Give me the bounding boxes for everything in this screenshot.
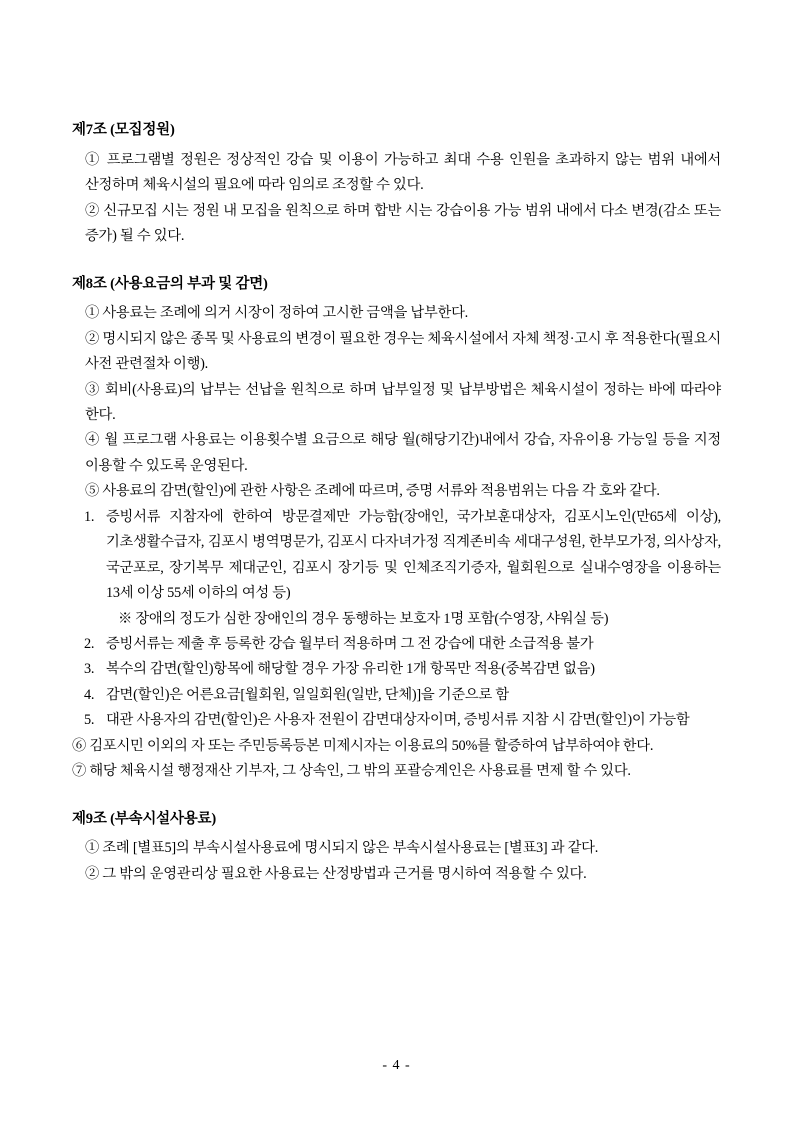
list-item-text: 증빙서류는 제출 후 등록한 강습 월부터 적용하며 그 전 강습에 대한 소급적용 불가 (106, 635, 594, 652)
list-item-text: 복수의 감면(할인)항목에 해당할 경우 가장 유리한 1개 항목만 적용(중복감면 없음) (106, 661, 595, 678)
article-section-9 (72, 809, 721, 888)
list-item-marker: 2. (84, 635, 95, 652)
list-item (72, 708, 721, 733)
page-number: - 4 - (382, 1058, 411, 1073)
list-item (72, 505, 721, 607)
list-item-note (72, 607, 721, 632)
article-heading-8: 제8조 (사용요금의 부과 및 감면) (72, 275, 268, 292)
article-8-paragraph-4: ④ 월 프로그램 사용료는 이용횟수별 요금으로 해당 월(해당기간)내에서 강습, 자유이용 가능일 등을 지정 이용할 수 있도록 운영된다. (85, 432, 721, 474)
list-item (72, 657, 721, 682)
article-section-8 (72, 274, 721, 785)
list-item-text: 대관 사용자의 감면(할인)은 사용자 전원이 감면대상자이며, 증빙서류 지참 시 감면(할인)이 가능함 (106, 712, 690, 729)
article-8-paragraph-5: ⑤ 사용료의 감면(할인)에 관한 사항은 조례에 따르며, 증명 서류와 적용범위는 다음 각 호와 같다. (85, 483, 660, 500)
article-9-paragraph-2: ② 그 밖의 운영관리상 필요한 사용료는 산정방법과 근거를 명시하여 적용할 수 있다. (85, 865, 587, 882)
list-item-marker: 4. (84, 686, 95, 703)
article-8-paragraph-3: ③ 회비(사용료)의 납부는 선납을 원칙으로 하며 납부일정 및 납부방법은 체육시설이 정하는 바에 따라야 한다. (85, 381, 721, 423)
article-heading-7: 제7조 (모집정원) (72, 122, 175, 138)
article-section-7 (72, 120, 721, 250)
list-item-text: 감면(할인)은 어른요금[월회원, 일일회원(일반, 단체)]을 기준으로 함 (106, 686, 509, 703)
list-item-text: 증빙서류 지참자에 한하여 방문결제만 가능함(장애인, 국가보훈대상자, 김포시노인(만65세 이상), 기초생활수급자, 김포시 병역명문가, 김포시 다자녀가정 직계존비속 세대구성원, 한부모가정, 의사상자, 국군포로, 장기복무 제대군인, 김포시 장기등 및 인체조직기증자, 월회원으로 실내수영장을 이용하는 13세 이상 55세 이하의 여성 등) (106, 508, 721, 602)
article-8-paragraph-7: ⑦ 해당 체육시설 행정재산 기부자, 그 상속인, 그 밖의 포괄승계인은 사용료를 면제 할 수 있다. (72, 763, 631, 780)
article-9-paragraph-1: ① 조례 [별표5]의 부속시설사용료에 명시되지 않은 부속시설사용료는 [별표3] 과 같다. (85, 840, 599, 857)
article-7-paragraph-2: ② 신규모집 시는 정원 내 모집을 원칙으로 하며 합반 시는 강습이용 가능 범위 내에서 다소 변경(감소 또는 증가) 될 수 있다. (85, 202, 721, 245)
list-item (72, 632, 721, 657)
list-item-marker: 3. (84, 661, 95, 678)
article-8-paragraph-1: ① 사용료는 조례에 의거 시장이 정하여 고시한 금액을 납부한다. (85, 305, 468, 322)
list-item-marker: 5. (84, 712, 95, 729)
list-item (72, 683, 721, 708)
article-8-paragraph-2: ② 명시되지 않은 종목 및 사용료의 변경이 필요한 경우는 체육시설에서 자체 책정·고시 후 적용한다(필요시 사전 관련절차 이행). (85, 330, 721, 373)
article-8-paragraph-6: ⑥ 김포시민 이외의 자 또는 주민등록등본 미제시자는 이용료의 50%를 할증하여 납부하여야 한다. (72, 737, 654, 754)
list-item-note-text: ※ 장애의 정도가 심한 장애인의 경우 동행하는 보호자 1명 포함(수영장, 샤워실 등) (118, 610, 609, 627)
article-8-numbered-list (72, 505, 721, 734)
article-heading-9: 제9조 (부속시설사용료) (72, 810, 216, 827)
article-7-paragraph-1: ① 프로그램별 정원은 정상적인 강습 및 이용이 가능하고 최대 수용 인원을 초과하지 않는 범위 내에서 산정하며 체육시설의 필요에 따라 임의로 조정할 수 있다. (85, 151, 721, 194)
list-item-marker: 1. (84, 508, 95, 525)
